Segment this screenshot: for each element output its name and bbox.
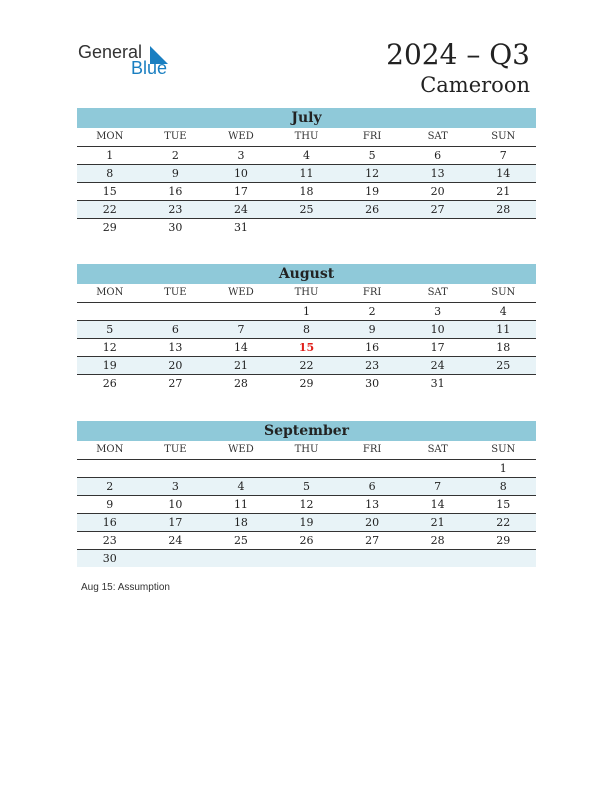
day-cell: 6 bbox=[434, 149, 442, 162]
day-cell bbox=[274, 550, 340, 567]
day-cell bbox=[143, 460, 209, 477]
weekday-label: THU bbox=[294, 131, 319, 142]
day-cell: 23 bbox=[168, 203, 183, 216]
day-cell: 6 bbox=[368, 480, 376, 493]
day-cell: 11 bbox=[299, 167, 314, 180]
day-cell: 8 bbox=[499, 480, 507, 493]
day-cell: 12 bbox=[365, 167, 380, 180]
day-cell: 18 bbox=[496, 341, 511, 354]
day-cell: 19 bbox=[299, 516, 314, 529]
day-cell: 16 bbox=[365, 341, 380, 354]
month-title: August bbox=[77, 264, 536, 284]
day-cell: 10 bbox=[430, 323, 445, 336]
day-cell: 26 bbox=[365, 203, 380, 216]
day-cell: 13 bbox=[365, 498, 380, 511]
weekday-label: MON bbox=[96, 444, 124, 455]
day-cell: 7 bbox=[434, 480, 442, 493]
week-row bbox=[77, 219, 536, 236]
day-cell: 23 bbox=[102, 534, 117, 547]
weekday-label: SUN bbox=[491, 131, 516, 142]
week-row bbox=[77, 357, 536, 375]
day-cell: 14 bbox=[496, 167, 511, 180]
day-cell: 13 bbox=[430, 167, 445, 180]
day-cell: 21 bbox=[496, 185, 511, 198]
day-cell: 5 bbox=[368, 149, 376, 162]
weekday-label: MON bbox=[96, 287, 124, 298]
day-cell: 9 bbox=[106, 498, 114, 511]
weeks bbox=[77, 303, 536, 392]
week-row bbox=[77, 321, 536, 339]
day-cell: 5 bbox=[303, 480, 311, 493]
day-cell: 1 bbox=[106, 149, 114, 162]
day-cell: 11 bbox=[233, 498, 248, 511]
day-cell: 30 bbox=[102, 552, 117, 565]
day-cell: 3 bbox=[237, 149, 245, 162]
weekday-label: FRI bbox=[362, 131, 382, 142]
day-cell: 31 bbox=[233, 221, 248, 234]
week-row bbox=[77, 183, 536, 201]
day-cell: 3 bbox=[171, 480, 179, 493]
day-cell: 29 bbox=[496, 534, 511, 547]
day-cell: 8 bbox=[303, 323, 311, 336]
weekday-label: TUE bbox=[164, 131, 187, 142]
day-cell: 11 bbox=[496, 323, 511, 336]
weeks bbox=[77, 147, 536, 236]
logo-text-general: General bbox=[78, 42, 143, 62]
day-cell: 24 bbox=[168, 534, 183, 547]
day-cell: 30 bbox=[168, 221, 183, 234]
day-cell: 2 bbox=[106, 480, 114, 493]
day-cell: 29 bbox=[102, 221, 117, 234]
day-cell bbox=[405, 460, 471, 477]
day-cell: 17 bbox=[168, 516, 183, 529]
day-cell: 13 bbox=[168, 341, 183, 354]
weekday-label: SUN bbox=[491, 287, 516, 298]
day-cell: 17 bbox=[233, 185, 248, 198]
day-cell bbox=[77, 460, 143, 477]
day-cell: 2 bbox=[368, 305, 376, 318]
day-cell: 25 bbox=[233, 534, 248, 547]
day-cell: 20 bbox=[365, 516, 380, 529]
month-september bbox=[77, 421, 536, 567]
holiday-note: Aug 15: Assumption bbox=[81, 582, 170, 593]
day-cell: 31 bbox=[430, 377, 445, 390]
day-cell: 12 bbox=[299, 498, 314, 511]
day-cell: 8 bbox=[106, 167, 114, 180]
day-cell: 12 bbox=[102, 341, 117, 354]
week-row bbox=[77, 514, 536, 532]
day-cell: 22 bbox=[102, 203, 117, 216]
day-cell bbox=[143, 550, 209, 567]
day-cell bbox=[339, 550, 405, 567]
week-row bbox=[77, 532, 536, 550]
weekday-label: SAT bbox=[427, 287, 448, 298]
day-cell: 16 bbox=[168, 185, 183, 198]
day-cell: 28 bbox=[496, 203, 511, 216]
day-cell bbox=[274, 219, 340, 236]
weekday-label: TUE bbox=[164, 287, 187, 298]
week-row bbox=[77, 201, 536, 219]
day-cell: 7 bbox=[499, 149, 507, 162]
generalblue-logo bbox=[78, 42, 178, 78]
week-row bbox=[77, 147, 536, 165]
weekday-label: THU bbox=[294, 287, 319, 298]
day-cell: 15 bbox=[496, 498, 511, 511]
weekday-header bbox=[77, 128, 536, 147]
month-august bbox=[77, 264, 536, 392]
day-cell: 22 bbox=[496, 516, 511, 529]
day-cell: 4 bbox=[237, 480, 245, 493]
week-row bbox=[77, 496, 536, 514]
day-cell: 19 bbox=[365, 185, 380, 198]
week-row bbox=[77, 303, 536, 321]
week-row bbox=[77, 375, 536, 392]
weekday-header bbox=[77, 441, 536, 460]
day-cell: 23 bbox=[365, 359, 380, 372]
day-cell: 25 bbox=[299, 203, 314, 216]
week-row bbox=[77, 550, 536, 567]
day-cell: 19 bbox=[102, 359, 117, 372]
day-cell: 18 bbox=[299, 185, 314, 198]
weekday-label: SAT bbox=[427, 444, 448, 455]
day-cell bbox=[208, 303, 274, 320]
day-cell: 25 bbox=[496, 359, 511, 372]
weekday-label: WED bbox=[228, 444, 254, 455]
day-cell bbox=[470, 375, 536, 392]
day-cell: 4 bbox=[499, 305, 507, 318]
day-cell: 18 bbox=[233, 516, 248, 529]
weekday-label: WED bbox=[228, 287, 254, 298]
weekday-label: WED bbox=[228, 131, 254, 142]
day-cell bbox=[143, 303, 209, 320]
day-cell: 27 bbox=[430, 203, 445, 216]
day-cell bbox=[339, 219, 405, 236]
day-cell: 21 bbox=[430, 516, 445, 529]
day-cell bbox=[208, 550, 274, 567]
week-row bbox=[77, 339, 536, 357]
day-cell: 4 bbox=[303, 149, 311, 162]
day-cell bbox=[470, 550, 536, 567]
day-cell: 10 bbox=[233, 167, 248, 180]
day-cell bbox=[77, 303, 143, 320]
day-cell: 9 bbox=[368, 323, 376, 336]
weekday-label: SAT bbox=[427, 131, 448, 142]
day-cell: 20 bbox=[430, 185, 445, 198]
day-cell: 5 bbox=[106, 323, 114, 336]
day-cell: 30 bbox=[365, 377, 380, 390]
day-cell: 27 bbox=[168, 377, 183, 390]
weekday-label: FRI bbox=[362, 287, 382, 298]
day-cell: 24 bbox=[233, 203, 248, 216]
day-cell bbox=[470, 219, 536, 236]
day-cell bbox=[339, 460, 405, 477]
day-cell: 1 bbox=[499, 462, 507, 475]
month-title: September bbox=[77, 421, 536, 441]
month-title: July bbox=[77, 108, 536, 128]
day-cell: 28 bbox=[233, 377, 248, 390]
weekday-label: MON bbox=[96, 131, 124, 142]
day-cell: 16 bbox=[102, 516, 117, 529]
day-cell: 17 bbox=[430, 341, 445, 354]
weekday-label: THU bbox=[294, 444, 319, 455]
day-cell: 3 bbox=[434, 305, 442, 318]
week-row bbox=[77, 460, 536, 478]
day-cell: 26 bbox=[102, 377, 117, 390]
day-cell: 21 bbox=[233, 359, 248, 372]
day-cell: 20 bbox=[168, 359, 183, 372]
day-cell: 26 bbox=[299, 534, 314, 547]
day-cell: 1 bbox=[303, 305, 311, 318]
country-name: Cameroon bbox=[420, 73, 530, 97]
day-cell bbox=[208, 460, 274, 477]
day-cell: 15 bbox=[298, 341, 315, 354]
page-title: 2024 – Q3 bbox=[386, 38, 530, 71]
day-cell: 15 bbox=[102, 185, 117, 198]
week-row bbox=[77, 478, 536, 496]
day-cell: 28 bbox=[430, 534, 445, 547]
day-cell: 14 bbox=[430, 498, 445, 511]
week-row bbox=[77, 165, 536, 183]
weekday-label: FRI bbox=[362, 444, 382, 455]
weekday-label: SUN bbox=[491, 444, 516, 455]
day-cell bbox=[405, 219, 471, 236]
day-cell: 6 bbox=[171, 323, 179, 336]
day-cell: 22 bbox=[299, 359, 314, 372]
logo-text-blue: Blue bbox=[131, 58, 168, 78]
weeks bbox=[77, 460, 536, 567]
day-cell: 9 bbox=[171, 167, 179, 180]
day-cell: 7 bbox=[237, 323, 245, 336]
day-cell: 10 bbox=[168, 498, 183, 511]
day-cell: 24 bbox=[430, 359, 445, 372]
weekday-label: TUE bbox=[164, 444, 187, 455]
day-cell bbox=[274, 460, 340, 477]
day-cell: 27 bbox=[365, 534, 380, 547]
day-cell: 2 bbox=[171, 149, 179, 162]
day-cell: 29 bbox=[299, 377, 314, 390]
day-cell bbox=[405, 550, 471, 567]
month-july bbox=[77, 108, 536, 236]
weekday-header bbox=[77, 284, 536, 303]
day-cell: 14 bbox=[233, 341, 248, 354]
